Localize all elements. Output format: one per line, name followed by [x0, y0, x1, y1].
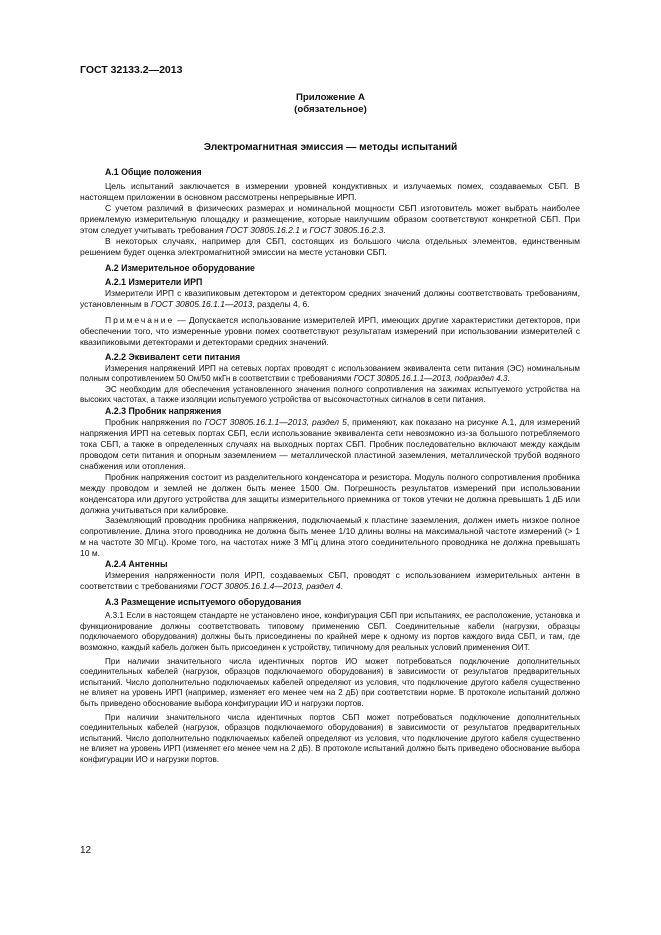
standard-reference: ГОСТ 30805.16.1.1—2013, раздел 5 [204, 417, 347, 428]
section-a23-paragraph-1: Пробник напряжения по ГОСТ 30805.16.1.1—2013, раздел 5, применяют, как показано на рисунке А.1, для измерений напряжения ИРП на сетевых портах СБП, если использование эквивалента сети невозможно из-за большого потребляемого тока СБП, а также в определенных случаях на выходных портах СБП. Пробник последовательно включают между каждым проводом сети питания и опорным заземлением — металлической пластиной заземления, металлической трубой водяного снабжения или отопления. [80, 417, 581, 471]
section-a3-heading: А.3 Размещение испытуемого оборудования [105, 597, 302, 608]
section-a2-heading: А.2 Измерительное оборудование [105, 262, 255, 273]
section-a24-paragraph-1: Измерения напряженности поля ИРП, создаваемых СБП, проводят с использованием измерительных антенн в соответствии с требованиями ГОСТ 30805.16.1.4—2013, раздел 4. [80, 570, 580, 592]
appendix-title: Электромагнитная эмиссия — методы испытаний [203, 142, 458, 153]
section-a1-heading: А.1 Общие положения [105, 167, 202, 177]
section-a21-note: Примечание — Допускается использование измерителей ИРП, имеющих другие характеристики детекторов, при обеспечении того, что измеренные уровни помех соответствуют результатам измерений при использовании измерителей с квазипиковыми детекторами и детекторами средних значений. [80, 314, 580, 347]
page-number: 12 [80, 845, 92, 856]
section-a24-heading: А.2.4 Антенны [105, 559, 168, 570]
section-a3-paragraph-2: При наличии значительного числа идентичных портов ИО может потребоваться подключение дополнительных соединительных кабелей (нагрузок, образцов подключаемого оборудования) в зависимости от результатов предварительных испытаний. Число дополнительно подключаемых кабелей определяют из условия, что подключение другого кабеля существенно не влияет на уровень ИРП (например, изменяет его менее чем на 2 дБ) при соответствии норме. В протоколе испытаний должно быть приведено обоснование выбора конфигурации ИО и нагрузки портов. [80, 656, 580, 709]
section-a1-paragraph-2: С учетом различий в физических размерах и номинальной мощности СБП изготовитель может выбрать наиболее приемлемую измерительную площадку и размещение, которые наилучшим образом соответствуют конкретной СБП. При этом следует учитывать требования ГОСТ 30805.16.2.1 и ГОСТ 30805.16.2.3. [80, 203, 580, 235]
standard-reference: ГОСТ 30805.16.1.1—2013 [150, 298, 253, 309]
section-a3-paragraph-1: А.3.1 Если в настоящем стандарте не установлено иное, конфигурация СБП при испытаниях, ее расположение, установка и функционирование должны соответствовать типовому применению СБП. Соединительные кабели (нагрузки, образцы подключаемого оборудования) должны быть присоединены по крайней мере к одному из портов каждого вида СБП, и там, где возможно, каждый кабель должен быть присоединен к устройству, типичному для реальных условий применения ОИТ. [80, 611, 580, 653]
section-a1-paragraph-3: В некоторых случаях, например для СБП, состоящих из большого числа отдельных элементов, единственным решением будет оценка электромагнитной эмиссии на месте установки СБП. [80, 235, 580, 257]
document-body [80, 167, 580, 766]
section-a22-heading: А.2.2 Эквивалент сети питания [105, 352, 241, 363]
section-a23-heading: А.2.3 Пробник напряжения [105, 406, 222, 417]
appendix-heading [0, 92, 661, 116]
appendix-status: (обязательное) [294, 104, 367, 115]
standard-reference: ГОСТ 30805.16.2.1 [225, 224, 300, 235]
note-label: Примечание [105, 314, 175, 325]
appendix-label: Приложение А [296, 92, 365, 103]
section-a1-paragraph-1: Цель испытаний заключается в измерении уровней кондуктивных и излучаемых помех, создаваемых СБП. В настоящем приложении в основном рассмотрены непрерывные ИРП. [80, 181, 580, 203]
section-a23-paragraph-3: Заземляющий проводник пробника напряжения, подключаемый к пластине заземления, должен иметь низкое полное сопротивление. Длина этого проводника не должна быть менее 1/10 длины волны на максимальной частоте измерений (> 1 м на частоте 30 МГц). Кроме того, на частотах ниже 3 МГц длина этого соединительного проводника не должна превышать 10 м. [80, 515, 580, 559]
section-a21-heading: А.2.1 Измерители ИРП [105, 276, 203, 287]
section-a22-paragraph-1: Измерения напряжений ИРП на сетевых портах проводят с использованием эквивалента сети питания (ЭС) номинальным полным сопротивлением 50 Ом/50 мкГн в соответствии с требованиями ГОСТ 30805.16.1.1—2013, подраздел 4.3. [80, 363, 580, 384]
section-a22-paragraph-2: ЭС необходим для обеспечения установленного значения полного сопротивления на зажимах испытуемого устройства на высоких частотах, а также изоляции испытуемого устройства от высокочастотных сигналов в сети питания. [80, 384, 580, 405]
standard-reference: ГОСТ 30805.16.2.3 [309, 224, 384, 235]
standard-reference: ГОСТ 30805.16.1.1—2013, подраздел 4.3 [353, 374, 508, 384]
document-code-header: ГОСТ 32133.2—2013 [80, 64, 183, 76]
section-a23-paragraph-2: Пробник напряжения состоит из разделительного конденсатора и резистора. Модуль полного сопротивления пробника между проводом и землей не должен быть менее 1500 Ом. Погрешность результатов измерений при использовании конденсатора или другого устройства для защиты измерительного приемника от токов утечки не должна превышать 1 дБ или должна учитываться при калибровке. [80, 471, 580, 515]
standard-reference: ГОСТ 30805.16.1.4—2013, раздел 4 [200, 581, 341, 592]
section-a21-paragraph-1: Измерители ИРП с квазипиковым детектором и детектором средних значений должны соответствовать требованиям, установленным в ГОСТ 30805.16.1.1—2013, разделы 4, 6. [80, 287, 580, 309]
section-a3-paragraph-3: При наличии значительного числа идентичных портов СБП может потребоваться подключение дополнительных соединительных кабелей (нагрузок, образцов подключаемого оборудования) в зависимости от результатов предварительных испытаний. Число дополнительно подключаемых кабелей определяют из условия, что подключение другого кабеля существенно не влияет на уровень ИРП (изменяет его менее чем на 2 дБ). В протоколе испытаний должно быть приведено обоснование выбора конфигурации ИО и нагрузки портов. [80, 712, 580, 764]
